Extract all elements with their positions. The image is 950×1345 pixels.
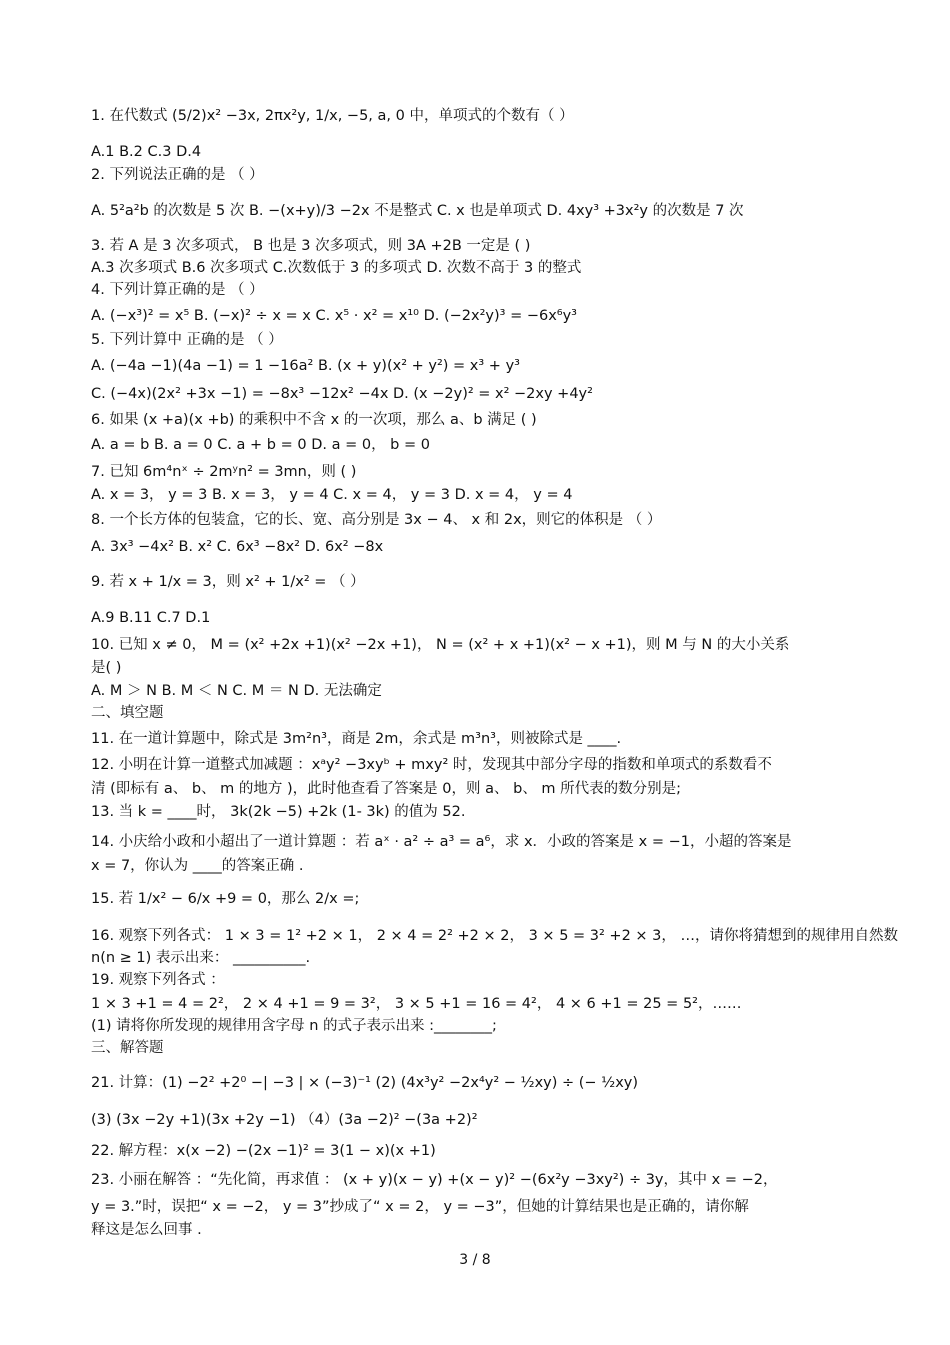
text-line: 是( ) xyxy=(91,660,122,676)
text-line: 1 × 3 +1 = 4 = 2²， 2 × 4 +1 = 9 = 3²， 3 × 5 +1 = 16 = 4²， 4 × 6 +1 = 25 = 5²，…… xyxy=(91,996,742,1012)
text-line: 16. 观察下列各式： 1 × 3 = 1² +2 × 1， 2 × 4 = 2² +2 × 2， 3 × 5 = 3² +2 × 3， …，请你将猜想到的规律用自然数 xyxy=(91,928,899,944)
text-line: 15. 若 1/x² − 6/x +9 = 0，那么 2/x =; xyxy=(91,891,360,907)
page-number: 3 / 8 xyxy=(459,1252,491,1268)
text-line: 12. 小明在计算一道整式加减题 ：xᵃy² −3xyᵇ + mxy² 时，发现其中部分字母的指数和单项式的系数看不 xyxy=(91,757,772,773)
text-line: (1) 请将你所发现的规律用含字母 n 的式子表示出来 :________; xyxy=(91,1018,497,1034)
text-line: 14. 小庆给小政和小超出了一道计算题 ：若 aˣ · a² ÷ a³ = a⁶，求 x．小政的答案是 x = −1，小超的答案是 xyxy=(91,834,792,850)
text-line: 10. 已知 x ≠ 0， M = (x² +2x +1)(x² −2x +1)， N = (x² + x +1)(x² − x +1)，则 M 与 N 的大小关系 xyxy=(91,637,790,653)
text-line: 19. 观察下列各式 ： xyxy=(91,972,225,988)
text-line: A. 5²a²b 的次数是 5 次 B. −(x+y)/3 −2x 不是整式 C. x 也是单项式 D. 4xy³ +3x²y 的次数是 7 次 xyxy=(91,203,744,219)
text-line: A.3 次多项式 B.6 次多项式 C.次数低于 3 的多项式 D. 次数不高于 3 的整式 xyxy=(91,260,582,276)
text-line: y = 3.”时，误把“ x = −2， y = 3”抄成了“ x = 2， y = −3”，但她的计算结果也是正确的，请你解 xyxy=(91,1199,749,1215)
section-heading: 二、填空题 xyxy=(91,705,164,721)
text-line: A. M ＞ N B. M ＜ N C. M ＝ N D. 无法确定 xyxy=(91,683,382,699)
text-line: 22. 解方程：x(x −2) −(2x −1)² = 3(1 − x)(x +1) xyxy=(91,1143,436,1159)
text-line: 7. 已知 6m⁴nˣ ÷ 2mʸn² = 3mn，则 ( ) xyxy=(91,464,357,480)
text-line: A. (−x³)² = x⁵ B. (−x)² ÷ x = x C. x⁵ · x² = x¹⁰ D. (−2x²y)³ = −6x⁶y³ xyxy=(91,308,577,324)
text-line: 8. 一个长方体的包装盒，它的长、宽、高分别是 3x − 4、 x 和 2x，则它的体积是 （ ） xyxy=(91,512,662,528)
text-line: 1. 在代数式 (5/2)x² −3x, 2πx²y, 1/x, −5, a, 0 中，单项式的个数有（ ） xyxy=(91,108,574,124)
text-line: 6. 如果 (x +a)(x +b) 的乘积中不含 x 的一次项，那么 a、b 满足 ( ) xyxy=(91,412,537,428)
text-line: 3. 若 A 是 3 次多项式， B 也是 3 次多项式，则 3A +2B 一定是 ( ) xyxy=(91,238,531,254)
text-line: x = 7，你认为 ____的答案正确 . xyxy=(91,858,304,874)
text-line: C. (−4x)(2x² +3x −1) = −8x³ −12x² −4x D. (x −2y)² = x² −2xy +4y² xyxy=(91,386,593,402)
text-line: A. (−4a −1)(4a −1) = 1 −16a² B. (x + y)(x² + y²) = x³ + y³ xyxy=(91,358,520,374)
section-heading: 三、解答题 xyxy=(91,1040,164,1056)
text-line: 9. 若 x + 1/x = 3，则 x² + 1/x² = （ ） xyxy=(91,574,365,590)
text-line: (3) (3x −2y +1)(3x +2y −1) （4）(3a −2)² −(3a +2)² xyxy=(91,1112,478,1128)
text-line: A.1 B.2 C.3 D.4 xyxy=(91,144,202,160)
text-line: 释这是怎么回事 . xyxy=(91,1222,202,1238)
text-line: A. x = 3， y = 3 B. x = 3， y = 4 C. x = 4， y = 3 D. x = 4， y = 4 xyxy=(91,487,573,503)
text-line: 4. 下列计算正确的是 （ ） xyxy=(91,282,264,298)
text-line: A.9 B.11 C.7 D.1 xyxy=(91,610,211,626)
text-line: 11. 在一道计算题中，除式是 3m²n³，商是 2m，余式是 m³n³，则被除式是 ____. xyxy=(91,731,622,747)
text-line: 清 (即标有 a、 b、 m 的地方 )，此时他查看了答案是 0，则 a、 b、 m 所代表的数分别是; xyxy=(91,781,682,797)
text-line: A. 3x³ −4x² B. x² C. 6x³ −8x² D. 6x² −8x xyxy=(91,539,384,555)
text-line: 21. 计算：(1) −2² +2⁰ −| −3 | × (−3)⁻¹ (2) (4x³y² −2x⁴y² − ½xy) ÷ (− ½xy) xyxy=(91,1075,639,1091)
text-line: 2. 下列说法正确的是 （ ） xyxy=(91,167,264,183)
text-line: 13. 当 k = ____时， 3k(2k −5) +2k (1- 3k) 的值为 52. xyxy=(91,804,466,820)
text-line: A. a = b B. a = 0 C. a + b = 0 D. a = 0， b = 0 xyxy=(91,437,430,453)
text-line: 5. 下列计算中 正确的是 （ ） xyxy=(91,332,283,348)
text-line: n(n ≥ 1) 表示出来： __________. xyxy=(91,950,311,966)
text-line: 23. 小丽在解答 ：“先化简，再求值 ： (x + y)(x − y) +(x − y)² −(6x²y −3xy²) ÷ 3y，其中 x = −2， xyxy=(91,1172,778,1188)
